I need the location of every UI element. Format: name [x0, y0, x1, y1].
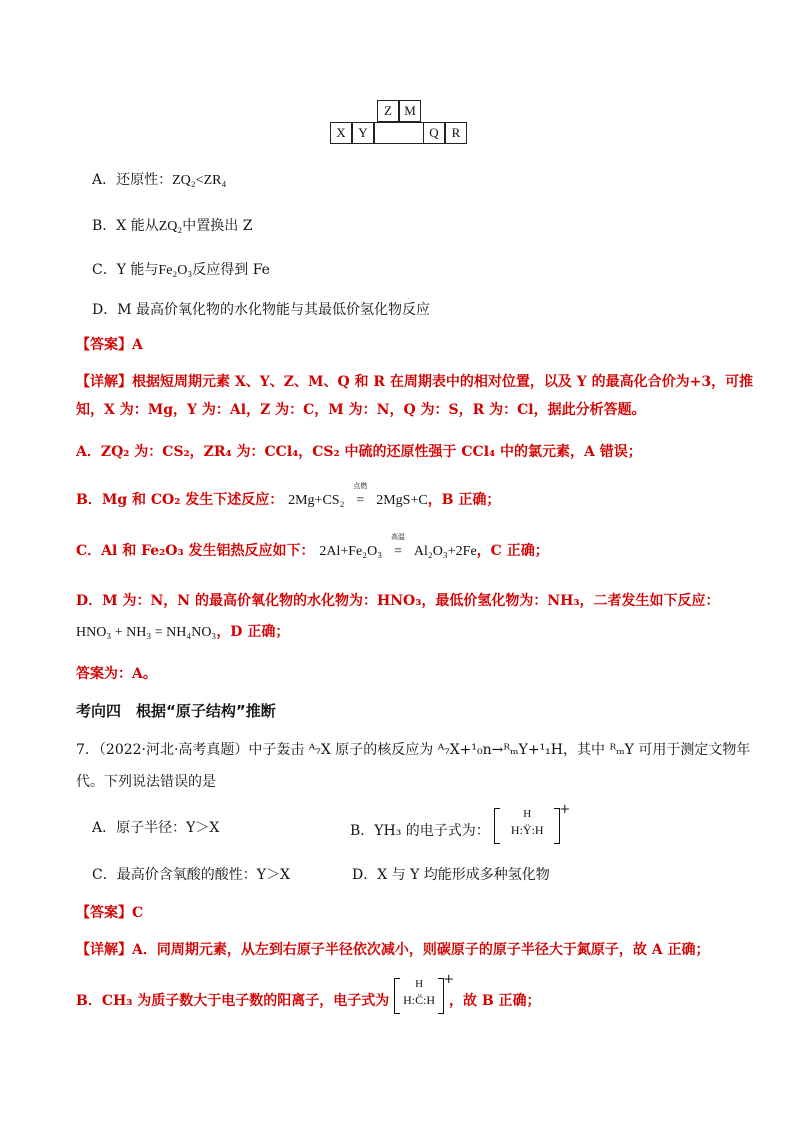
table-cell-x: X: [330, 122, 352, 144]
lewis-top-h: H: [523, 808, 532, 820]
lewis-ch3-middle: H:C̈:H: [403, 993, 436, 1007]
question-7-line-2: 代。下列说法错误的是: [76, 774, 216, 790]
explain-c: C．Al 和 Fe₂O₃ 发生铝热反应如下： 2Al+Fe₂O₃ 高温 = Al₂O₃+2Fe，C 正确；: [76, 533, 549, 559]
table-cell-m: M: [399, 100, 421, 122]
lewis-ch3-charge: +: [443, 972, 455, 987]
condition-high-temp: 高温: [391, 533, 406, 541]
q7-option-d: D．X 与 Y 均能形成多种氢化物: [352, 867, 550, 883]
answer-7-detail-b: B．CH₃ 为质子数大于电子数的阳离子，电子式为 H H:C̈:H + ，故 B 正确；: [76, 988, 541, 1014]
option-c: C．Y 能与Fe₂O₃反应得到 Fe: [92, 262, 270, 278]
section-heading: 考向四 根据“原子结构”推断: [76, 702, 276, 720]
answer-label: 【答案】A: [76, 337, 143, 353]
option-b: B．X 能从ZQ₂中置换出 Z: [92, 218, 253, 234]
lewis-ch3-top-h: H: [415, 978, 424, 990]
lewis-structure-ch3: [394, 972, 455, 1014]
final-answer: 答案为：A。: [76, 666, 157, 682]
table-cell-gap: [374, 122, 424, 144]
answer-7-detail-a: 【详解】A．同周期元素，从左到右原子半径依次减小，则碳原子的原子半径大于氮原子，故 A 正确；: [76, 942, 710, 958]
explain-b: B．Mg 和 CO₂ 发生下述反应： 2Mg+CS₂ 点燃 = 2MgS+C，B 正确；: [76, 482, 501, 508]
detail-line-2: 知，X 为：Mg，Y 为：Al，Z 为：C，M 为：N，Q 为：S，R 为：Cl，据此分析答题。: [76, 402, 646, 418]
table-cell-q: Q: [423, 122, 445, 144]
q7-option-b: B．YH₃ 的电子式为： H H:Ÿ:H +: [350, 818, 560, 844]
table-cell-y: Y: [352, 122, 374, 144]
explain-d: D．M 为：N，N 的最高价氧化物的水化物为：HNO₃，最低价氢化物为：NH₃，二者发生如下反应：: [76, 593, 720, 609]
q7-option-a: A．原子半径：Y＞X: [92, 820, 220, 836]
question-7-line-1: 7．（2022·河北·高考真题）中子轰击 ᴬ₇X 原子的核反应为 ᴬ₇X+¹₀n→ᴿₘY+¹₁H，其中 ᴿₘY 可用于测定文物年: [76, 742, 751, 758]
explain-d-equation: HNO₃ + NH₃ = NH₄NO₃，D 正确；: [76, 624, 290, 640]
explain-a: A．ZQ₂ 为：CS₂，ZR₄ 为：CCl₄，CS₂ 中硫的还原性强于 CCl₄ 中的氯元素，A 错误；: [76, 444, 642, 460]
option-a: A．还原性：ZQ₂<ZR₄: [92, 172, 227, 188]
lewis-charge: +: [559, 802, 571, 817]
option-d: D．M 最高价氧化物的水化物能与其最低价氢化物反应: [92, 302, 431, 318]
lewis-middle: H:Ÿ:H: [510, 823, 544, 837]
detail-line-1: 【详解】根据短周期元素 X、Y、Z、M、Q 和 R 在周期表中的相对位置，以及 Y 的最高化合价为+3，可推: [76, 374, 754, 390]
condition-ignite: 点燃: [353, 482, 368, 490]
table-cell-r: R: [445, 122, 467, 144]
answer-7-label: 【答案】C: [76, 905, 144, 921]
table-cell-z: Z: [377, 100, 399, 122]
q7-option-c: C．最高价含氧酸的酸性：Y＞X: [92, 867, 290, 883]
lewis-structure-yh3: [494, 802, 571, 844]
